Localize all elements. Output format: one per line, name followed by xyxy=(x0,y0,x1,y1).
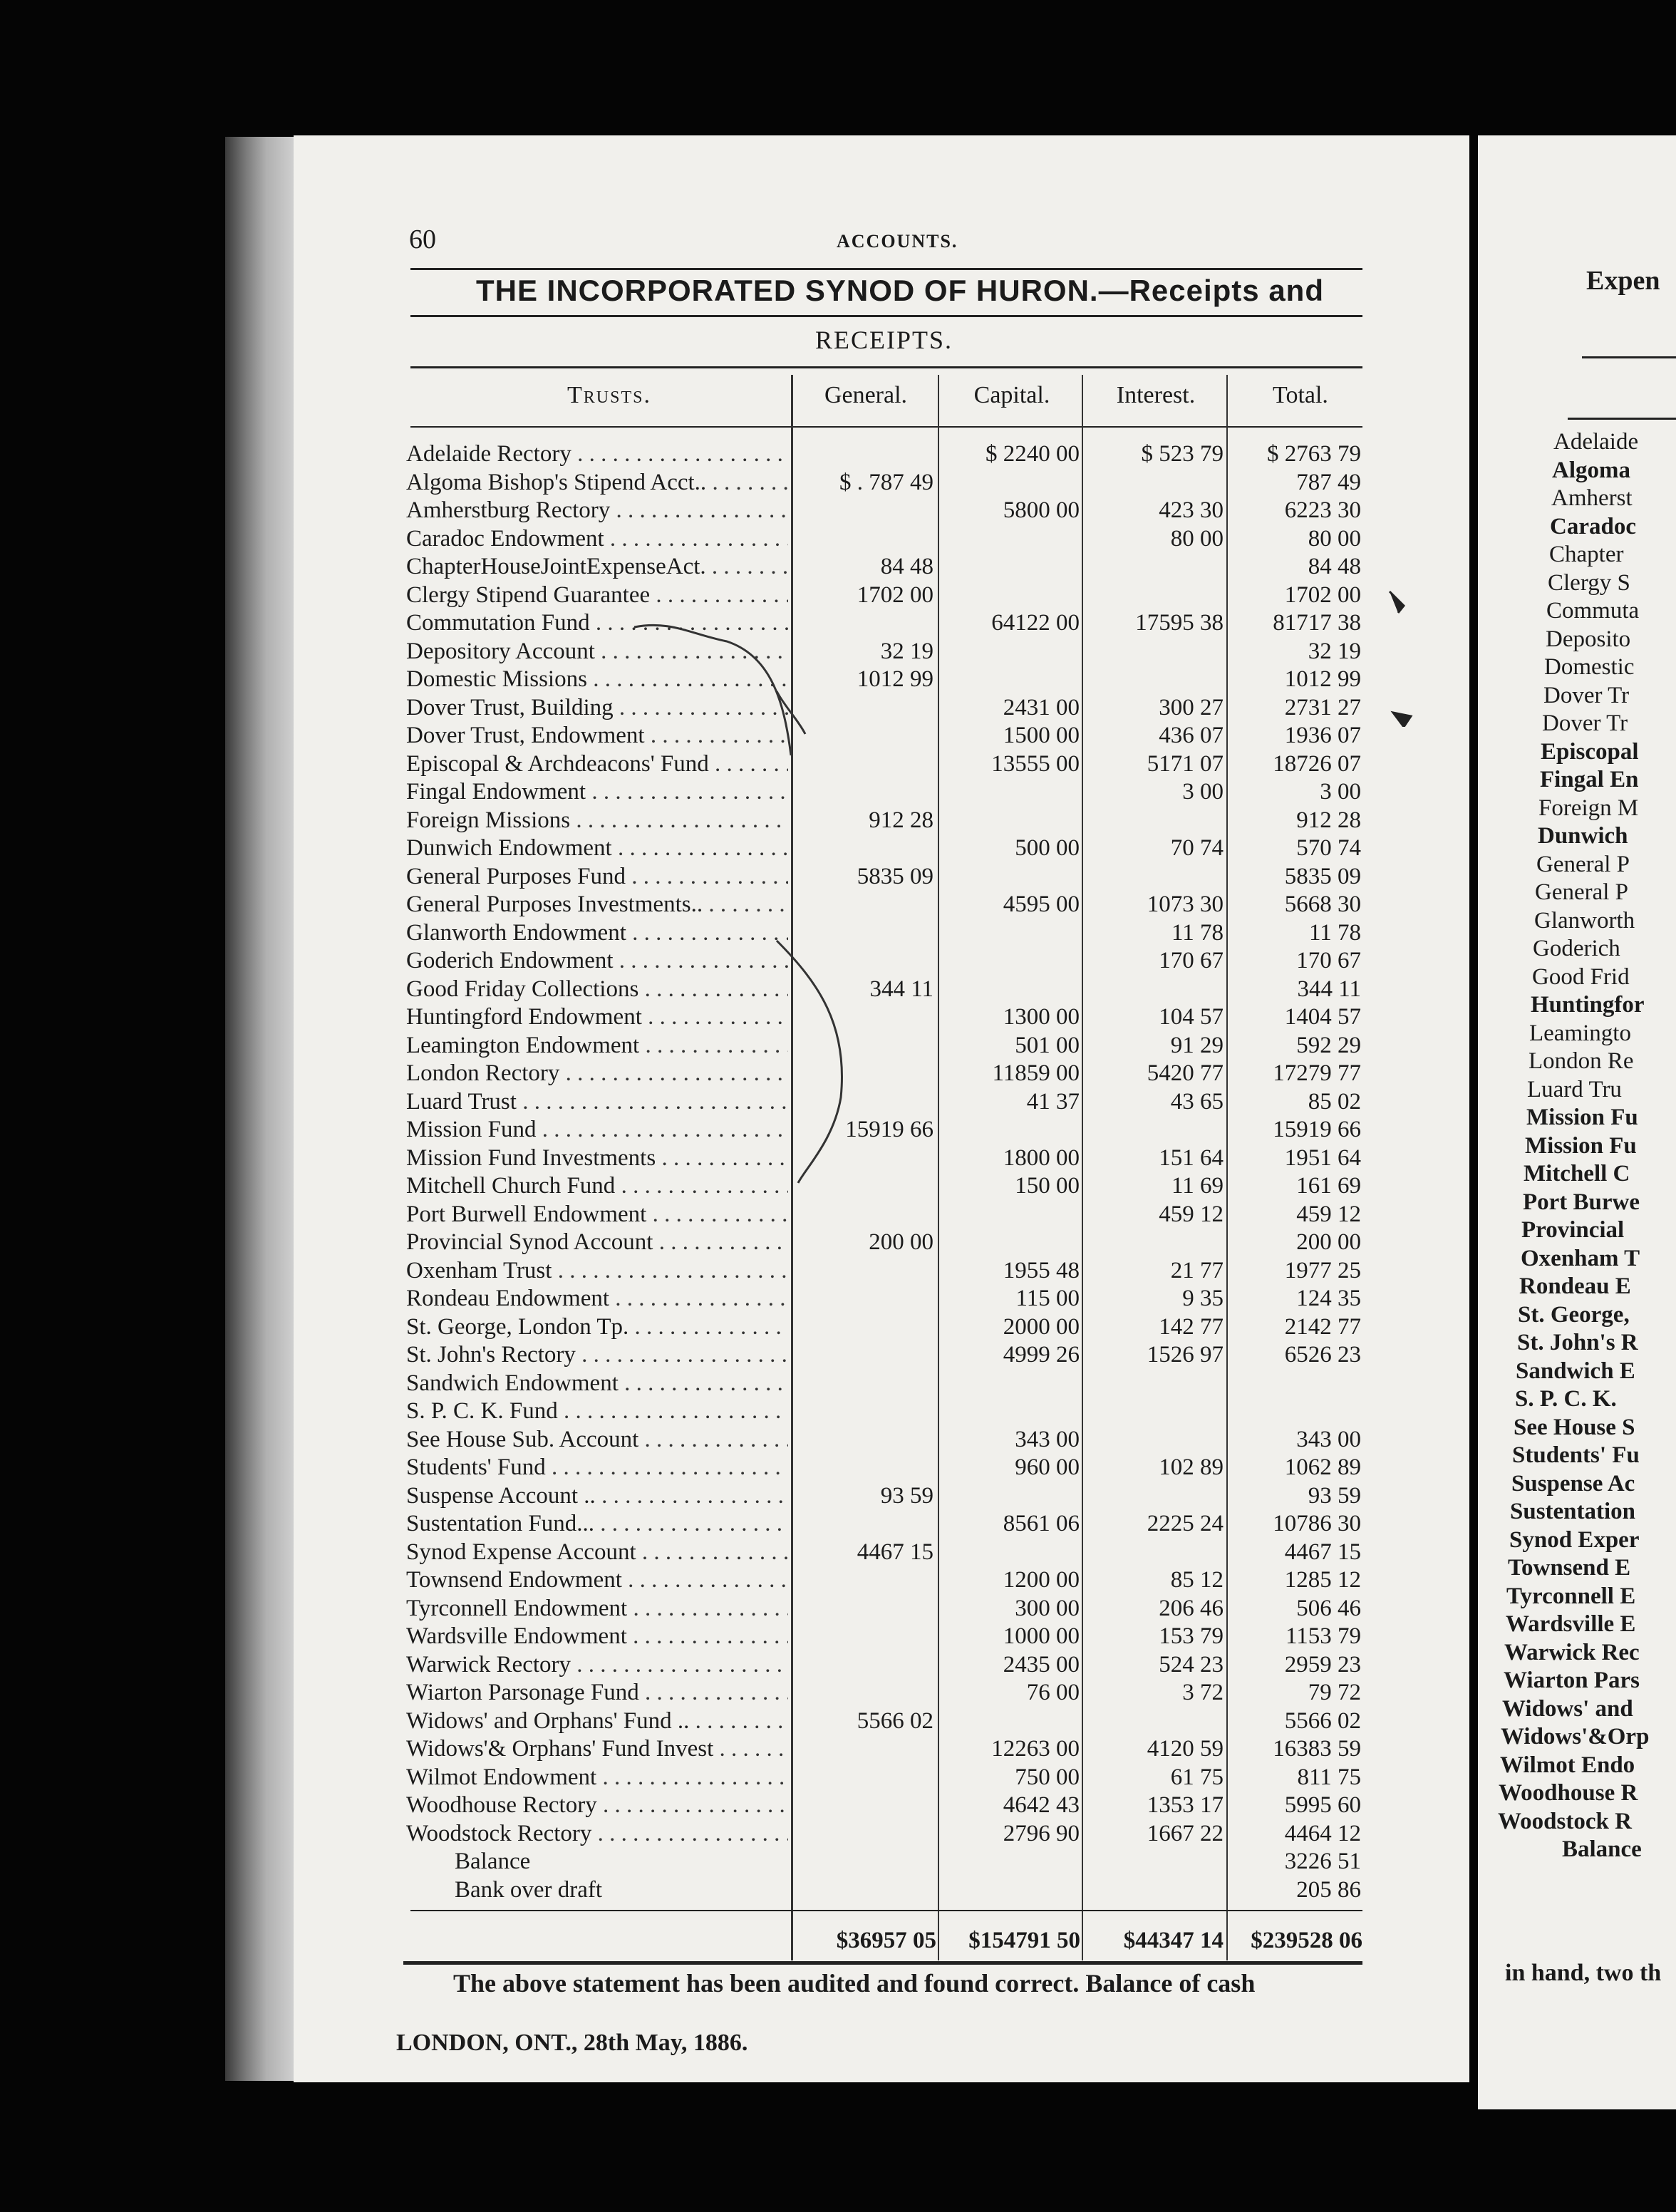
table-row xyxy=(0,1848,1676,1876)
footer-date: LONDON, ONT., 28th May, 1886. xyxy=(396,2030,748,2056)
totals-row xyxy=(0,1927,1676,1955)
column-header-capital: Capital. xyxy=(973,382,1050,408)
section-heading: RECEIPTS. xyxy=(815,326,953,354)
row-name: Adelaide Rectory . . . xyxy=(406,440,788,469)
row-interest: 85 12 xyxy=(1170,1567,1224,1593)
right-page-item: Port Burwe xyxy=(1523,1189,1640,1215)
row-name: St. John's Rectory . . . xyxy=(406,1341,788,1370)
row-name: London Rectory . . . xyxy=(406,1060,788,1088)
row-name: Caradoc Endowment . . . xyxy=(406,525,788,554)
right-page-item: St. George, xyxy=(1518,1301,1630,1328)
right-page-item: Luard Tru xyxy=(1527,1076,1622,1102)
right-page-item: Fingal En xyxy=(1540,767,1639,792)
row-name: Dover Trust, Building . . . xyxy=(406,694,788,723)
row-total: 32 19 xyxy=(1308,638,1361,664)
row-total: 1702 00 xyxy=(1284,582,1361,608)
right-page-item: Tyrconnell E xyxy=(1506,1583,1636,1609)
row-total: 17279 77 xyxy=(1273,1060,1361,1086)
row-total: 205 86 xyxy=(1296,1876,1361,1903)
row-total: 2142 77 xyxy=(1284,1313,1361,1340)
right-page-item: Warwick Rec xyxy=(1504,1639,1640,1665)
table-row xyxy=(0,1426,1676,1454)
row-name: Oxenham Trust . . . xyxy=(406,1257,788,1286)
row-capital: 76 00 xyxy=(1026,1680,1080,1705)
row-total: 506 46 xyxy=(1296,1595,1361,1621)
row-name: Wardsville Endowment . . . xyxy=(406,1623,788,1651)
column-header-total: Total. xyxy=(1273,382,1328,408)
row-name: Synod Expense Account . . . xyxy=(406,1539,788,1567)
row-name: Domestic Missions . . . xyxy=(406,666,788,694)
row-capital: 5800 00 xyxy=(1003,497,1080,523)
row-name: Students' Fund . . . xyxy=(406,1454,788,1482)
row-total: 787 49 xyxy=(1296,469,1361,495)
row-total: 912 28 xyxy=(1296,807,1361,833)
column-header-trusts: Trusts. xyxy=(567,382,651,408)
row-name: Tyrconnell Endowment . . . xyxy=(406,1595,788,1623)
right-page-item: Adelaide xyxy=(1553,429,1639,455)
row-total: 343 00 xyxy=(1296,1426,1361,1452)
rule xyxy=(410,315,1362,317)
row-capital: 150 00 xyxy=(1015,1173,1080,1199)
row-name: Amherstburg Rectory . . . xyxy=(406,497,788,525)
right-page-item: Caradoc xyxy=(1550,513,1636,539)
table-row xyxy=(0,553,1676,582)
row-capital: 12263 00 xyxy=(991,1736,1080,1762)
right-page-item: General P xyxy=(1535,879,1629,905)
row-interest: 524 23 xyxy=(1159,1651,1224,1678)
right-page-item: See House S xyxy=(1514,1414,1635,1440)
row-interest: 11 69 xyxy=(1171,1173,1224,1199)
row-general: 912 28 xyxy=(869,807,933,833)
row-total: 15919 66 xyxy=(1273,1117,1361,1142)
row-total: 4464 12 xyxy=(1284,1820,1361,1846)
row-capital: 960 00 xyxy=(1015,1454,1080,1480)
row-general: 5566 02 xyxy=(857,1707,933,1734)
table-row xyxy=(0,1735,1676,1764)
row-capital: 1200 00 xyxy=(1003,1567,1080,1593)
row-total: 459 12 xyxy=(1296,1201,1361,1227)
table-row xyxy=(0,497,1676,525)
right-page-item: Townsend E xyxy=(1508,1555,1631,1581)
row-total: 10786 30 xyxy=(1273,1511,1361,1536)
row-total: 18726 07 xyxy=(1273,750,1361,777)
right-page-item: Dover Tr xyxy=(1543,682,1630,708)
row-general: 5835 09 xyxy=(857,863,933,889)
right-page-item: Chapter xyxy=(1549,542,1624,567)
right-page-item: Wardsville E xyxy=(1506,1611,1636,1637)
row-capital: 2435 00 xyxy=(1003,1651,1080,1678)
row-total: 811 75 xyxy=(1297,1764,1361,1790)
row-interest: 1526 97 xyxy=(1147,1342,1224,1368)
row-total: 93 59 xyxy=(1308,1482,1361,1509)
row-capital: 8561 06 xyxy=(1003,1511,1080,1536)
row-name: Townsend Endowment . . . xyxy=(406,1566,788,1595)
table-row xyxy=(0,1341,1676,1370)
row-interest: 459 12 xyxy=(1159,1201,1224,1227)
right-page-item: Commuta xyxy=(1546,598,1640,624)
table-row xyxy=(0,1595,1676,1623)
row-interest: 80 00 xyxy=(1170,525,1224,552)
right-page-item: Leamingto xyxy=(1529,1020,1631,1046)
rule xyxy=(1582,356,1676,358)
right-page-item: S. P. C. K. xyxy=(1515,1386,1617,1412)
row-interest: 142 77 xyxy=(1159,1313,1224,1340)
row-interest: 151 64 xyxy=(1159,1144,1224,1171)
row-total: 5835 09 xyxy=(1284,863,1361,889)
row-capital: 1800 00 xyxy=(1003,1144,1080,1171)
row-name: Luard Trust . . . xyxy=(406,1088,788,1117)
table-row xyxy=(0,1792,1676,1820)
row-total: 5566 02 xyxy=(1284,1707,1361,1734)
margin-mark xyxy=(1382,584,1425,727)
row-name: Widows' and Orphans' Fund .. . . . xyxy=(406,1707,788,1736)
right-page-item: Amherst xyxy=(1551,485,1633,511)
table-row xyxy=(0,1539,1676,1567)
row-interest: 5171 07 xyxy=(1147,750,1224,777)
table-row xyxy=(0,1229,1676,1257)
row-name: Balance xyxy=(455,1849,531,1874)
right-page-item: Widows' and xyxy=(1502,1695,1633,1722)
row-capital: 343 00 xyxy=(1015,1426,1080,1452)
row-name: Wiarton Parsonage Fund . . . xyxy=(406,1679,788,1707)
row-capital: 500 00 xyxy=(1015,835,1080,861)
total-capital: $154791 50 xyxy=(968,1928,1080,1953)
table-row xyxy=(0,1566,1676,1595)
right-page-item: Sustentation xyxy=(1510,1499,1636,1524)
right-page-item: Mission Fu xyxy=(1526,1105,1638,1130)
row-name: St. George, London Tp. . . . xyxy=(406,1313,788,1342)
row-name: Mission Fund Investments . . . xyxy=(406,1144,788,1173)
rule xyxy=(410,426,1362,428)
row-interest: 3 00 xyxy=(1182,779,1224,805)
row-capital: 750 00 xyxy=(1015,1764,1080,1790)
row-total: 344 11 xyxy=(1297,976,1361,1002)
right-page-item: Wilmot Endo xyxy=(1500,1752,1635,1778)
row-capital: 4595 00 xyxy=(1003,891,1080,917)
right-page-item: Provincial xyxy=(1521,1217,1625,1243)
row-interest: 91 29 xyxy=(1170,1032,1224,1058)
row-total: 1951 64 xyxy=(1284,1144,1361,1171)
row-general: 1702 00 xyxy=(857,582,933,608)
right-page-item: St. John's R xyxy=(1517,1330,1638,1355)
row-capital: 2431 00 xyxy=(1003,694,1080,720)
right-page-item: Episcopal xyxy=(1541,738,1639,765)
row-interest: $ 523 79 xyxy=(1141,441,1224,467)
row-name: Sandwich Endowment . . . xyxy=(406,1370,788,1398)
row-name: Sustentation Fund... . . . xyxy=(406,1510,788,1539)
row-general: 1012 99 xyxy=(857,666,933,692)
row-capital: 13555 00 xyxy=(991,750,1080,777)
right-page-item: Domestic xyxy=(1544,654,1635,680)
row-name: Bank over draft xyxy=(455,1876,603,1903)
row-total: 11 78 xyxy=(1308,919,1361,946)
row-capital: 4642 43 xyxy=(1003,1792,1080,1818)
right-page-item: Foreign M xyxy=(1538,795,1639,821)
right-page-item: Synod Exper xyxy=(1509,1526,1640,1553)
row-total: 1062 89 xyxy=(1284,1454,1361,1480)
row-total: 1977 25 xyxy=(1284,1257,1361,1283)
row-name: Dover Trust, Endowment . . . xyxy=(406,722,788,750)
row-total: 170 67 xyxy=(1296,948,1361,973)
row-total: $ 2763 79 xyxy=(1267,441,1361,467)
table-row xyxy=(0,1454,1676,1482)
table-row xyxy=(0,525,1676,554)
row-name: ChapterHouseJointExpenseAct. . . . xyxy=(406,553,788,582)
row-general: 84 48 xyxy=(880,554,933,579)
row-capital: 64122 00 xyxy=(991,610,1080,636)
total-general: $36957 05 xyxy=(836,1928,936,1953)
row-name: Commutation Fund . . . xyxy=(406,609,788,638)
pencil-mark xyxy=(613,613,869,1197)
row-total: 6526 23 xyxy=(1284,1342,1361,1368)
row-name: Episcopal & Archdeacons' Fund . . . xyxy=(406,750,788,779)
row-name: Wilmot Endowment . . . xyxy=(406,1764,788,1792)
right-page-item: Dover Tr xyxy=(1542,710,1628,736)
row-total: 81717 38 xyxy=(1273,610,1361,636)
row-name: General Purposes Fund . . . xyxy=(406,863,788,891)
row-interest: 9 35 xyxy=(1182,1286,1224,1311)
right-page-item: Deposito xyxy=(1546,626,1631,652)
right-page-item: Mitchell C xyxy=(1524,1161,1630,1187)
row-total: 16383 59 xyxy=(1273,1736,1361,1762)
row-capital: 11859 00 xyxy=(992,1060,1080,1086)
row-interest: 170 67 xyxy=(1159,948,1224,973)
table-row xyxy=(0,1370,1676,1398)
right-page-item: London Re xyxy=(1528,1048,1634,1074)
row-name: Fingal Endowment . . . xyxy=(406,778,788,807)
table-row xyxy=(0,1510,1676,1539)
row-name: Goderich Endowment . . . xyxy=(406,947,788,976)
row-interest: 436 07 xyxy=(1159,723,1224,748)
table-row xyxy=(0,1651,1676,1680)
row-total: 5668 30 xyxy=(1284,891,1361,917)
audit-note: The above statement has been audited and found correct. Balance of cash xyxy=(453,1969,1256,1997)
row-total: 5995 60 xyxy=(1284,1792,1361,1818)
row-general: 93 59 xyxy=(880,1482,933,1509)
row-total: 1936 07 xyxy=(1284,723,1361,748)
row-capital: 2796 90 xyxy=(1003,1820,1080,1846)
row-name: Port Burwell Endowment . . . xyxy=(406,1201,788,1229)
table-row xyxy=(0,1257,1676,1286)
row-name: Warwick Rectory . . . xyxy=(406,1651,788,1680)
right-page-item: Huntingfor xyxy=(1531,992,1645,1018)
row-interest: 4120 59 xyxy=(1147,1736,1224,1762)
row-name: Algoma Bishop's Stipend Acct.. . . . xyxy=(406,469,788,497)
row-general: 32 19 xyxy=(880,638,933,664)
row-total: 79 72 xyxy=(1308,1680,1361,1705)
right-page-item: Clergy S xyxy=(1548,569,1630,596)
column-header-interest: Interest. xyxy=(1116,382,1196,408)
row-interest: 102 89 xyxy=(1159,1454,1224,1480)
row-interest: 104 57 xyxy=(1159,1004,1224,1030)
page-number: 60 xyxy=(409,224,436,254)
right-page-footer: in hand, two th xyxy=(1505,1960,1662,1986)
row-name: Depository Account . . . xyxy=(406,638,788,666)
right-page-title: Expen xyxy=(1586,266,1660,296)
row-interest: 2225 24 xyxy=(1147,1511,1224,1536)
right-page-item: Goderich xyxy=(1533,936,1620,961)
row-capital: 41 37 xyxy=(1026,1088,1080,1115)
row-name: Woodhouse Rectory . . . xyxy=(406,1792,788,1820)
table-row xyxy=(0,1707,1676,1736)
row-capital: 2000 00 xyxy=(1003,1313,1080,1340)
right-page-item: Woodhouse R xyxy=(1499,1780,1638,1806)
row-interest: 5420 77 xyxy=(1147,1060,1224,1086)
row-capital: 1300 00 xyxy=(1003,1004,1080,1030)
table-row xyxy=(0,440,1676,469)
running-head: ACCOUNTS. xyxy=(837,231,958,252)
total-total: $239528 06 xyxy=(1251,1928,1362,1953)
row-interest: 17595 38 xyxy=(1135,610,1224,636)
right-page-item: Glanworth xyxy=(1534,907,1635,934)
rule xyxy=(410,268,1362,270)
row-interest: 153 79 xyxy=(1159,1623,1224,1649)
table-row xyxy=(0,1876,1676,1905)
row-total: 6223 30 xyxy=(1284,497,1361,523)
page-title: THE INCORPORATED SYNOD OF HURON.—Receipts and xyxy=(476,274,1324,307)
table-row xyxy=(0,1285,1676,1313)
row-interest: 3 72 xyxy=(1182,1680,1224,1705)
row-total: 1404 57 xyxy=(1284,1004,1361,1030)
row-total: 80 00 xyxy=(1308,525,1361,552)
row-interest: 206 46 xyxy=(1159,1595,1224,1621)
row-name: Clergy Stipend Guarantee . . . xyxy=(406,582,788,610)
row-total: 2959 23 xyxy=(1284,1651,1361,1678)
row-interest: 21 77 xyxy=(1170,1257,1224,1283)
row-general: 15919 66 xyxy=(845,1117,933,1142)
row-total: 200 00 xyxy=(1296,1229,1361,1255)
row-name: General Purposes Investments.. . . . xyxy=(406,891,788,919)
row-name: Mission Fund . . . xyxy=(406,1116,788,1144)
right-page-item: Dunwich xyxy=(1538,823,1628,849)
rule xyxy=(410,366,1362,368)
row-interest: 1073 30 xyxy=(1147,891,1224,917)
right-page-item: Students' Fu xyxy=(1512,1442,1640,1468)
row-name: Widows'& Orphans' Fund Invest . . . xyxy=(406,1735,788,1764)
row-name: Leamington Endowment . . . xyxy=(406,1032,788,1060)
row-general: 344 11 xyxy=(869,976,933,1002)
row-total: 1012 99 xyxy=(1284,666,1361,692)
row-interest: 70 74 xyxy=(1170,835,1224,861)
row-interest: 43 65 xyxy=(1170,1088,1224,1115)
row-interest: 61 75 xyxy=(1170,1764,1224,1790)
row-total: 4467 15 xyxy=(1284,1539,1361,1565)
right-page-item: Woodstock R xyxy=(1498,1808,1632,1834)
table-row xyxy=(0,1820,1676,1849)
right-page-item: General P xyxy=(1536,851,1630,877)
rule xyxy=(1568,418,1676,420)
row-total: 3 00 xyxy=(1320,779,1361,805)
table-row xyxy=(0,1201,1676,1229)
right-page-item: Balance xyxy=(1562,1836,1642,1862)
row-total: 592 29 xyxy=(1296,1032,1361,1058)
row-total: 161 69 xyxy=(1296,1173,1361,1199)
row-total: 1285 12 xyxy=(1284,1567,1361,1593)
rule xyxy=(410,1910,1362,1911)
table-row xyxy=(0,1482,1676,1511)
table-row xyxy=(0,1623,1676,1651)
row-interest: 423 30 xyxy=(1159,497,1224,523)
row-interest: 300 27 xyxy=(1159,694,1224,720)
row-interest: 11 78 xyxy=(1171,919,1224,946)
row-name: Mitchell Church Fund . . . xyxy=(406,1172,788,1201)
column-header-general: General. xyxy=(824,382,908,408)
row-name: S. P. C. K. Fund . . . xyxy=(406,1397,788,1426)
right-page-item: Sandwich E xyxy=(1516,1358,1635,1384)
row-capital: 300 00 xyxy=(1015,1595,1080,1621)
table-row xyxy=(0,1313,1676,1342)
row-general: 200 00 xyxy=(869,1229,933,1255)
right-page-item: Widows'&Orp xyxy=(1501,1724,1650,1750)
row-total: 124 35 xyxy=(1296,1286,1361,1311)
row-interest: 1353 17 xyxy=(1147,1792,1224,1818)
row-total: 3226 51 xyxy=(1284,1849,1361,1874)
row-name: Suspense Account .. . . . xyxy=(406,1482,788,1511)
row-capital: 115 00 xyxy=(1015,1286,1080,1311)
right-page-item: Mission Fu xyxy=(1525,1132,1637,1159)
right-page-item: Suspense Ac xyxy=(1511,1470,1635,1497)
right-page-item: Oxenham T xyxy=(1521,1245,1640,1271)
row-general: 4467 15 xyxy=(857,1539,933,1565)
row-total: 84 48 xyxy=(1308,554,1361,579)
row-name: Huntingford Endowment . . . xyxy=(406,1003,788,1032)
row-name: Good Friday Collections . . . xyxy=(406,976,788,1004)
row-name: Glanworth Endowment . . . xyxy=(406,919,788,948)
row-name: Woodstock Rectory . . . xyxy=(406,1820,788,1849)
table-row xyxy=(0,1397,1676,1426)
row-name: Dunwich Endowment . . . xyxy=(406,834,788,863)
rule xyxy=(403,1961,1362,1965)
row-general: $ . 787 49 xyxy=(839,469,933,495)
row-name: Foreign Missions . . . xyxy=(406,807,788,835)
table-row xyxy=(0,1679,1676,1707)
row-name: See House Sub. Account . . . xyxy=(406,1426,788,1454)
row-total: 1153 79 xyxy=(1285,1623,1361,1649)
right-page-item: Algoma xyxy=(1552,457,1630,483)
total-interest: $44347 14 xyxy=(1123,1928,1224,1953)
row-name: Provincial Synod Account . . . xyxy=(406,1229,788,1257)
row-capital: 1000 00 xyxy=(1003,1623,1080,1649)
row-total: 85 02 xyxy=(1308,1088,1361,1115)
right-page-item: Rondeau E xyxy=(1519,1273,1631,1299)
right-page-item: Wiarton Pars xyxy=(1504,1668,1640,1693)
table-row xyxy=(0,469,1676,497)
row-capital: 1500 00 xyxy=(1003,723,1080,748)
row-total: 2731 27 xyxy=(1284,694,1361,720)
table-row xyxy=(0,1764,1676,1792)
row-name: Rondeau Endowment . . . xyxy=(406,1285,788,1313)
row-capital: 501 00 xyxy=(1015,1032,1080,1058)
row-capital: $ 2240 00 xyxy=(986,441,1080,467)
row-capital: 4999 26 xyxy=(1003,1342,1080,1368)
row-interest: 1667 22 xyxy=(1147,1820,1224,1846)
row-capital: 1955 48 xyxy=(1003,1257,1080,1283)
right-page-item: Good Frid xyxy=(1532,963,1630,990)
row-total: 570 74 xyxy=(1296,835,1361,861)
